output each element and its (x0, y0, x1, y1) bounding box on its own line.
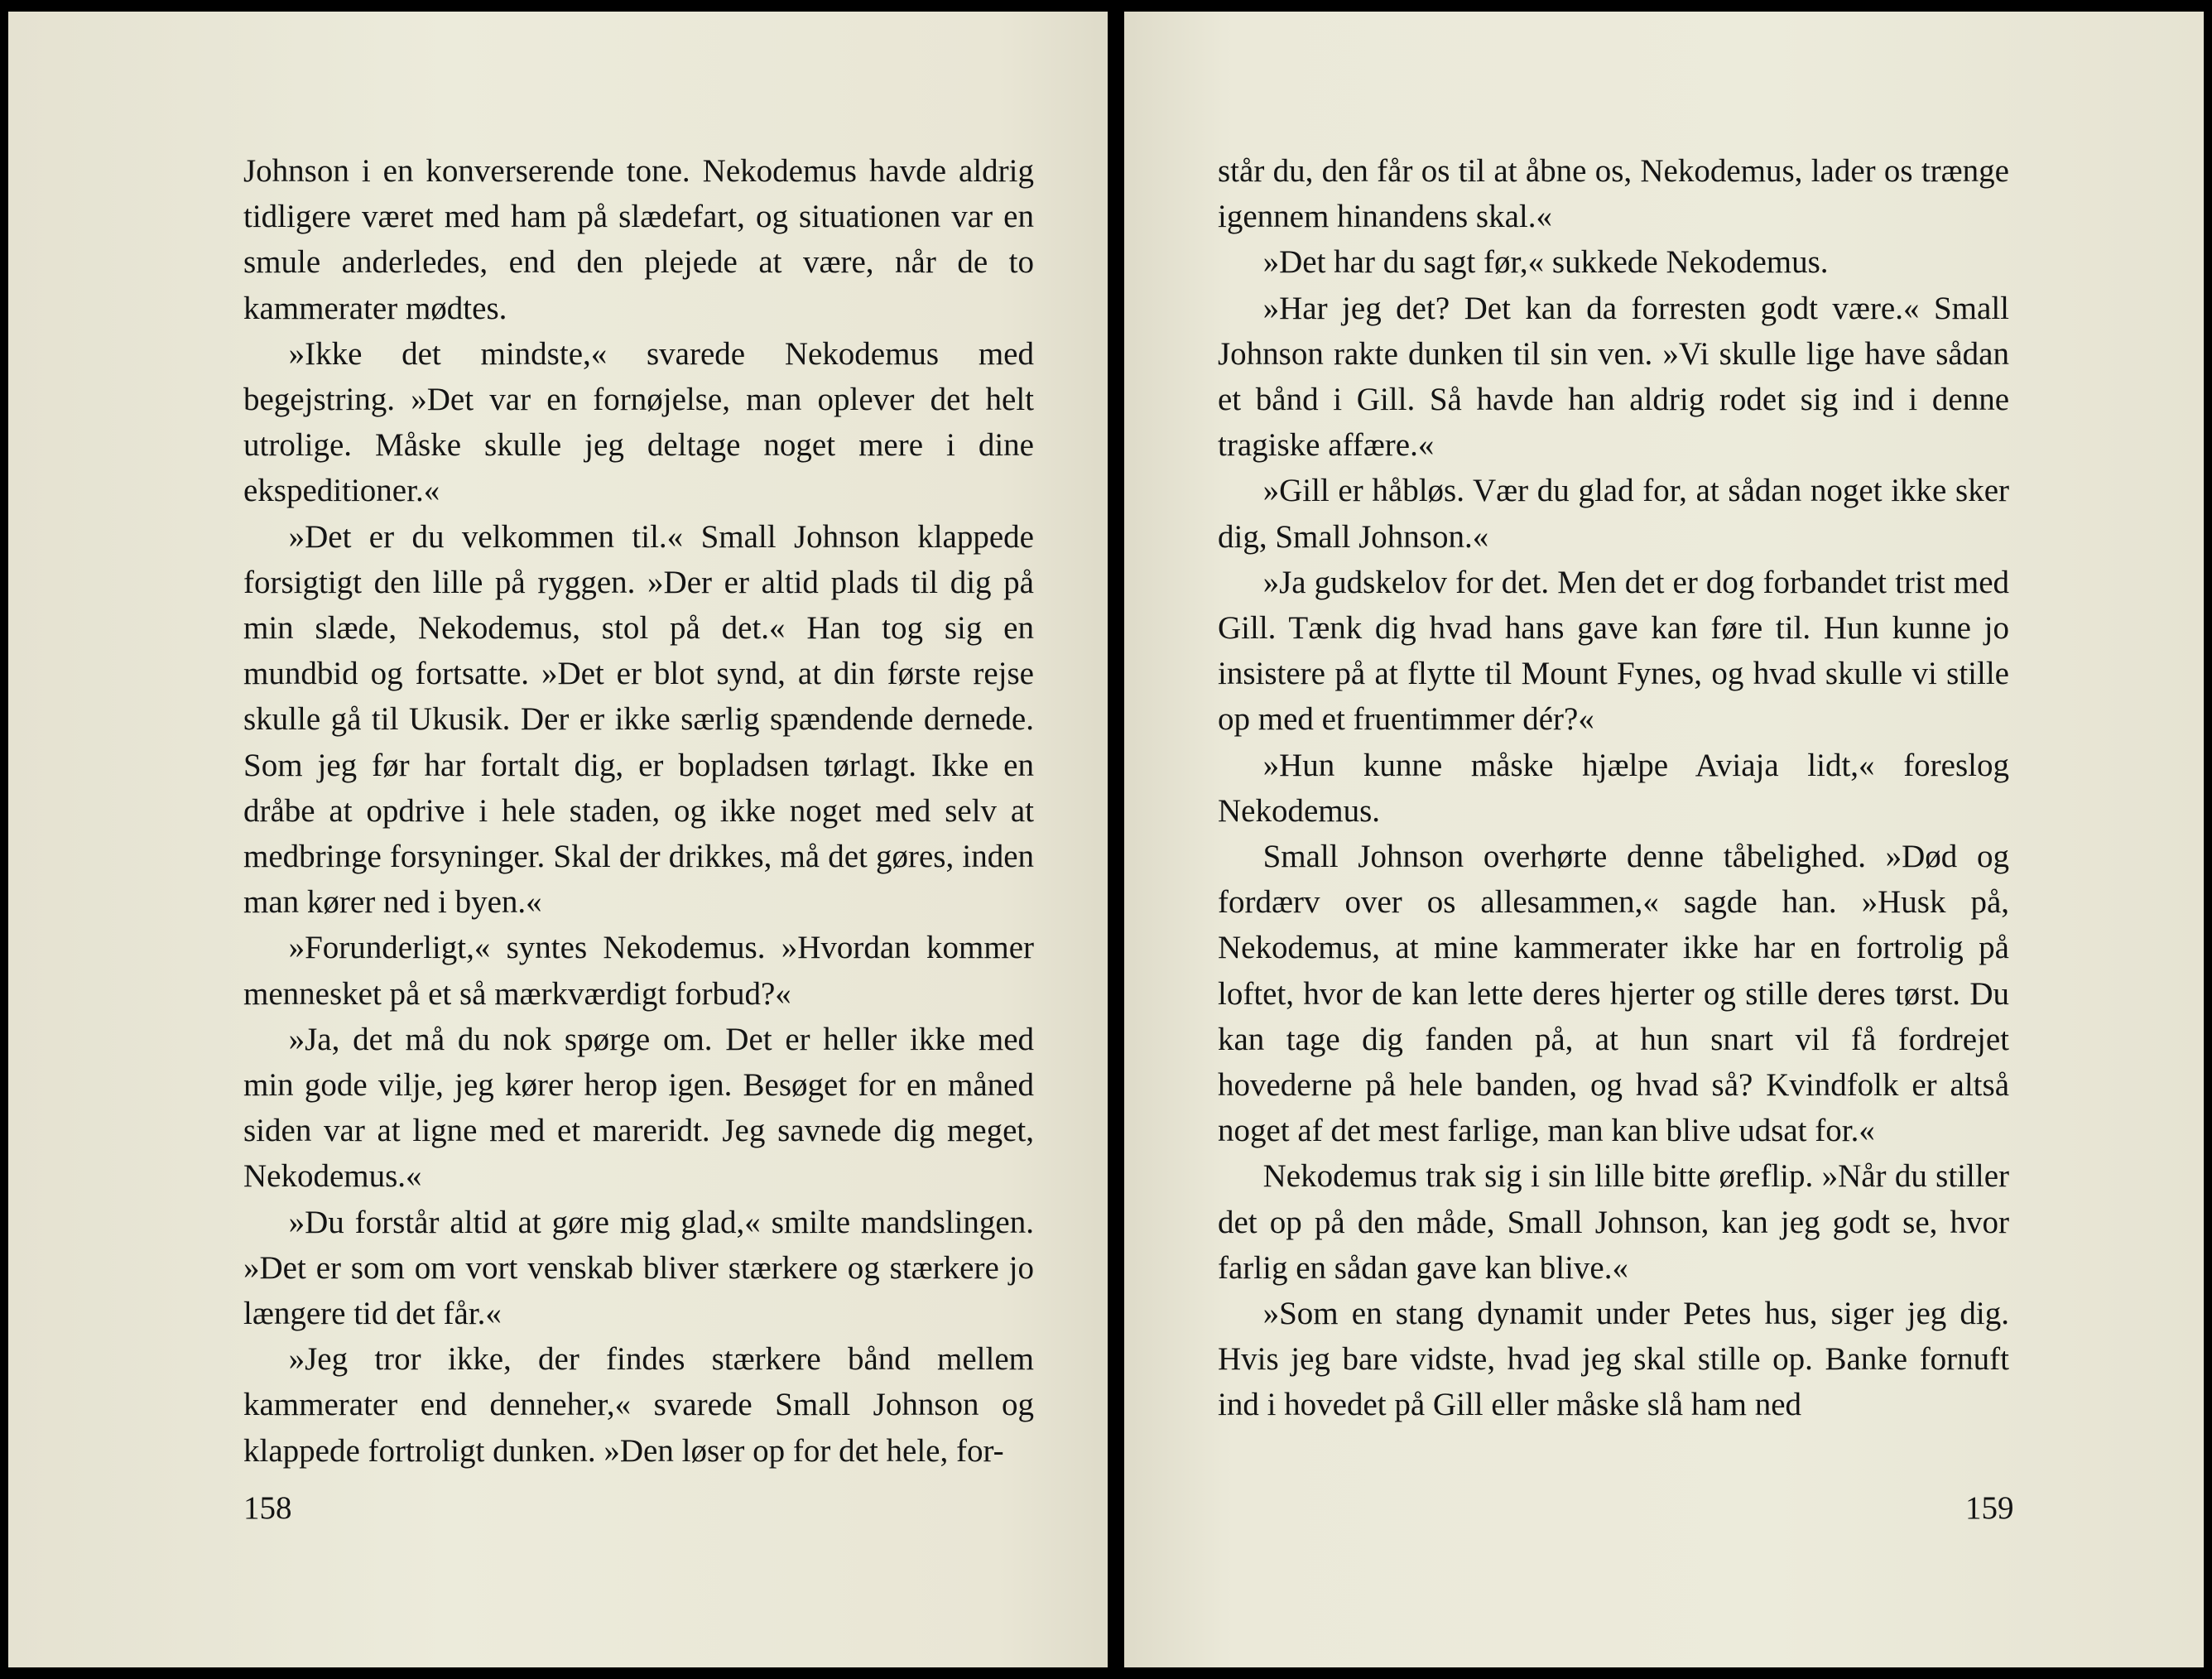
paragraph: »Du forstår altid at gøre mig glad,« smilte mandslingen. »Det er som om vort venskab bliver stærkere og stærkere jo længere tid det får.« (243, 1204, 1034, 1332)
paragraph: står du, den får os til at åbne os, Nekodemus, lader os trænge igennem hinandens skal.« (1218, 153, 2009, 235)
paragraph: »Gill er håbløs. Vær du glad for, at sådan noget ikke sker dig, Small Johnson.« (1218, 473, 2009, 555)
right-page-body (1218, 148, 2009, 1428)
paragraph: Small Johnson overhørte denne tåbelighed. »Død og fordærv over os allesammen,« sagde han. »Husk på, Nekodemus, at mine kammerater ikke har en fortrolig på loftet, hvor de kan lette deres hjerter og stille deres tørst. Du kan tage dig fanden på, at hun snart vil få fordrejet hovederne på hele banden, og hvad så? Kvindfolk er altså noget af det mest farlige, man kan blive udsat for.« (1218, 839, 2009, 1149)
left-page-body (243, 148, 1034, 1474)
paragraph: »Ja, det må du nok spørge om. Det er heller ikke med min gode vilje, jeg kører herop igen. Besøget for en måned siden var at ligne med et mareridt. Jeg savnede dig meget, Nekodemus.« (243, 1021, 1034, 1195)
paragraph: »Som en stang dynamit under Petes hus, siger jeg dig. Hvis jeg bare vidste, hvad jeg skal stille op. Banke fornuft ind i hovedet på Gill eller måske slå ham ned (1218, 1296, 2009, 1423)
paragraph: »Forunderligt,« syntes Nekodemus. »Hvordan kommer mennesket på et så mærkværdigt forbud?« (243, 930, 1034, 1012)
paragraph: »Det er du velkommen til.« Small Johnson klappede forsigtigt den lille på ryggen. »Der er altid plads til dig på min slæde, Nekodemus, stol på det.« Han tog sig en mundbid og fortsatte. »Det er blot synd, at din første rejse skulle gå til Ukusik. Der er ikke særlig spændende dernede. Som jeg før har fortalt dig, er bopladsen tørlagt. Ikke en dråbe at opdrive i hele staden, og ikke noget med selv at medbringe forsyninger. Skal der drikkes, må det gøres, inden man kører ned i byen.« (243, 518, 1034, 921)
page-number: 159 (1965, 1490, 2014, 1526)
paragraph: Nekodemus trak sig i sin lille bitte øreflip. »Når du stiller det op på den måde, Small Johnson, kan jeg godt se, hvor farlig en sådan gave kan blive.« (1218, 1158, 2009, 1286)
paragraph: »Jeg tror ikke, der findes stærkere bånd mellem kammerater end denneher,« svarede Small Johnson og klappede fortroligt dunken. »Den løser op for det hele, for- (243, 1341, 1034, 1469)
paragraph: »Det har du sagt før,« sukkede Nekodemus. (1262, 244, 1829, 281)
paragraph: »Har jeg det? Det kan da forresten godt være.« Small Johnson rakte dunken til sin ven. »Vi skulle lige have sådan et bånd i Gill. Så havde han aldrig rodet sig ind i denne tragiske affære.« (1218, 290, 2009, 464)
right-page (1124, 12, 2204, 1667)
paragraph: »Hun kunne måske hjælpe Aviaja lidt,« foreslog Nekodemus. (1218, 747, 2009, 829)
paragraph: »Ikke det mindste,« svarede Nekodemus med begejstring. »Det var en fornøjelse, man oplever det helt utrolige. Måske skulle jeg deltage noget mere i dine ekspeditioner.« (243, 335, 1034, 509)
page-number: 158 (243, 1490, 292, 1526)
paragraph: Johnson i en konverserende tone. Nekodemus havde aldrig tidligere været med ham på slædefart, og situationen var en smule anderledes, end den plejede at være, når de to kammerater mødtes. (243, 153, 1034, 326)
paragraph: »Ja gudskelov for det. Men det er dog forbandet trist med Gill. Tænk dig hvad hans gave kan føre til. Hun kunne jo insistere på at flytte til Mount Fynes, og hvad skulle vi stille op med et fruentimmer dér?« (1218, 564, 2009, 738)
left-page (8, 12, 1108, 1667)
